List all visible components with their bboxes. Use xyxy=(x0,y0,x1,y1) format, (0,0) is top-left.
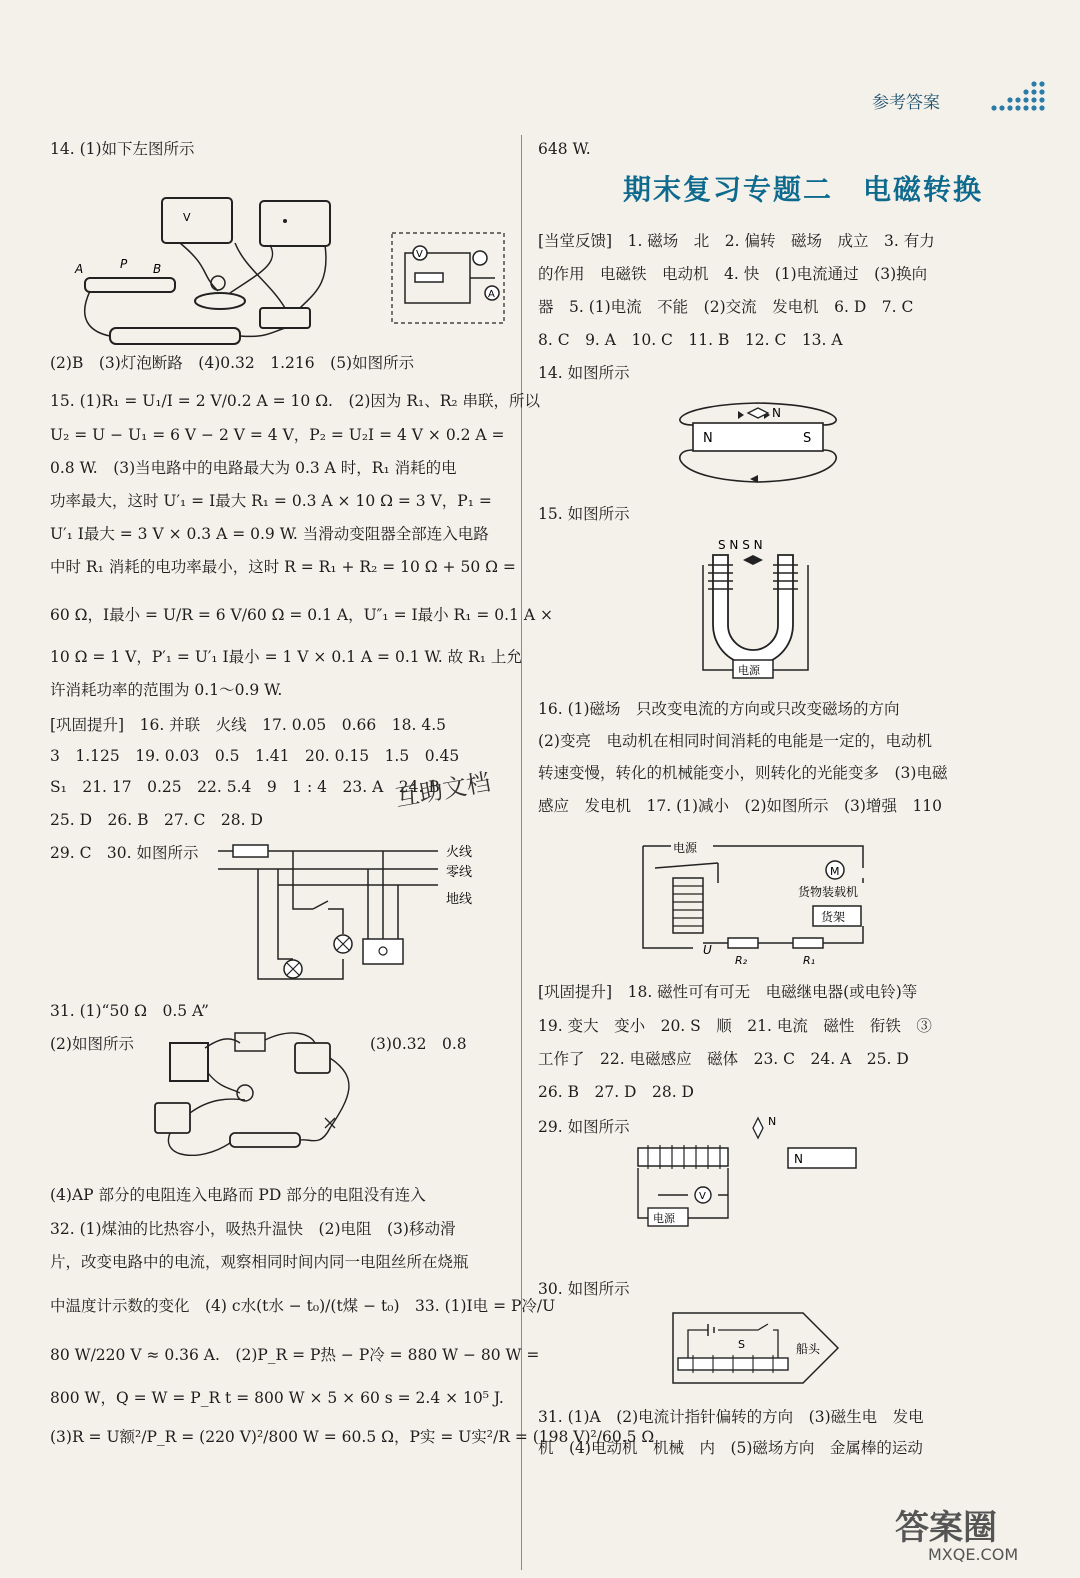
text-line: 60 Ω，I最小 = U/R = 6 V/60 Ω = 0.1 A，U″₁ = I最小 R₁ = 0.1 A × xyxy=(50,606,553,624)
watermark-logo: 答案圈 xyxy=(895,1508,997,1548)
text-line: 800 W，Q = W = P_R t = 800 W × 5 × 60 s = 2.4 × 10⁵ J. xyxy=(50,1389,504,1407)
figure-31-circuit xyxy=(150,1028,365,1168)
text-line: (2)变亮 电动机在相同时间消耗的电能是一定的，电动机 xyxy=(538,732,932,750)
bow-label: 船头 xyxy=(796,1342,821,1356)
power-29: 电源 xyxy=(653,1212,675,1225)
u-label: U xyxy=(703,943,712,957)
text-line: 29. C 30. 如图所示 xyxy=(50,844,199,862)
text-line: 片，改变电路中的电流，观察相同时间内同一电阻丝所在烧瓶 xyxy=(50,1253,469,1271)
stamp-text: 互助文档 xyxy=(393,767,493,813)
text-line: 感应 发电机 17. (1)减小 (2)如图所示 (3)增强 110 xyxy=(538,797,943,815)
needle-label-29: N xyxy=(768,1115,777,1128)
text-line: 15. (1)R₁ = U₁/I = 2 V/0.2 A = 10 Ω. (2)因为 R₁、R₂ 串联，所以 xyxy=(50,392,541,410)
text-line: [巩固提升] 16. 并联 火线 17. 0.05 0.66 18. 4.5 xyxy=(50,716,447,734)
text-line: 14. 如图所示 xyxy=(538,364,630,382)
text-line: [当堂反馈] 1. 磁场 北 2. 偏转 磁场 成立 3. 有力 xyxy=(538,232,935,250)
rheostat-a-label: A xyxy=(75,262,84,276)
figure-30-boat xyxy=(668,1308,843,1388)
figure-15-u-magnet xyxy=(693,535,823,680)
text-line: 648 W. xyxy=(538,140,591,158)
section-title: 期末复习专题二 电磁转换 xyxy=(623,173,984,206)
text-line: 15. 如图所示 xyxy=(538,505,630,523)
header-dots-icon xyxy=(988,80,1052,114)
text-line: 14. (1)如下左图所示 xyxy=(50,140,195,158)
text-line: 31. (1)A (2)电流计指针偏转的方向 (3)磁生电 发电 xyxy=(538,1408,924,1426)
ground-line-label: 地线 xyxy=(446,892,473,907)
text-line: 29. 如图所示 xyxy=(538,1118,630,1136)
text-line: 8. C 9. A 10. C 11. B 12. C 13. A xyxy=(538,331,843,349)
text-line: [巩固提升] 18. 磁性可有可无 电磁继电器(或电铃)等 xyxy=(538,983,918,1001)
text-line: 10 Ω = 1 V，P′₁ = U′₁ I最小 = 1 V × 0.1 A = 0.1 W. 故 R₁ 上允 xyxy=(50,648,522,666)
magnet-s-label: S xyxy=(803,431,812,446)
figure-30-home-circuit xyxy=(218,839,508,989)
magnet-n-29: N xyxy=(794,1152,803,1166)
loader-label: 货物装载机 xyxy=(798,885,859,899)
text-line: 0.8 W. (3)当电路中的电路最大为 0.3 A 时，R₁ 消耗的电 xyxy=(50,459,457,477)
text-line: (2)B (3)灯泡断路 (4)0.32 1.216 (5)如图所示 xyxy=(50,354,415,372)
text-line: 转速变慢，转化的机械能变小，则转化的光能变多 (3)电磁 xyxy=(538,764,948,782)
power-label: 电源 xyxy=(738,664,760,677)
switch-s-label: S xyxy=(738,1338,745,1351)
figure-14-circuit xyxy=(70,173,510,348)
text-line: 器 5. (1)电流 不能 (2)交流 发电机 6. D 7. C xyxy=(538,298,914,316)
text-line: 许消耗功率的范围为 0.1～0.9 W. xyxy=(50,681,283,699)
fire-line-label: 火线 xyxy=(446,845,473,860)
shelf-label: 货架 xyxy=(821,910,846,924)
text-line: 16. (1)磁场 只改变电流的方向或只改变磁场的方向 xyxy=(538,700,900,718)
text-line: 31. (1)“50 Ω 0.5 A” xyxy=(50,1002,209,1020)
r2-label: R₂ xyxy=(735,954,748,967)
text-line: 32. (1)煤油的比热容小，吸热升温快 (2)电阻 (3)移动滑 xyxy=(50,1220,456,1238)
text-line: (3)R = U额²/P_R = (220 V)²/800 W = 60.5 Ω，P实 = U实²/R = (198 V)²/60.5 Ω xyxy=(50,1428,655,1446)
magnet-n-label: N xyxy=(703,431,713,446)
text-line: 中时 R₁ 消耗的电功率最小，这时 R = R₁ + R₂ = 10 Ω + 50 Ω = xyxy=(50,558,516,576)
watermark-url: MXQE.COM xyxy=(928,1545,1019,1564)
zero-line-label: 零线 xyxy=(446,865,473,880)
text-line: 25. D 26. B 27. C 28. D xyxy=(50,811,263,829)
text-line: (2)如图所示 xyxy=(50,1035,134,1053)
text-line: 的作用 电磁铁 电动机 4. 快 (1)电流通过 (3)换向 xyxy=(538,265,928,283)
text-line: S₁ 21. 17 0.25 22. 5.4 9 1 : 4 23. A 24. B xyxy=(50,778,440,796)
schematic-v-label: V xyxy=(416,249,423,260)
schematic-a-label: A xyxy=(488,289,495,300)
motor-label: M xyxy=(830,865,840,878)
u-magnet-poles-label: S N S N xyxy=(718,538,763,552)
voltmeter-29: V xyxy=(699,1191,706,1202)
text-line: 30. 如图所示 xyxy=(538,1280,630,1298)
text-line: 工作了 22. 电磁感应 磁体 23. C 24. A 25. D xyxy=(538,1050,909,1068)
figure-14-magnet xyxy=(678,395,838,490)
header-tag: 参考答案 xyxy=(872,93,940,113)
needle-n-label: N xyxy=(772,406,781,420)
r1-label: R₁ xyxy=(803,954,816,967)
text-line: 80 W/220 V ≈ 0.36 A. (2)P_R = P热 − P冷 = 880 W − 80 W = xyxy=(50,1346,540,1364)
figure-17-relay xyxy=(633,838,883,968)
voltmeter-label: V xyxy=(183,211,191,224)
text-line: 3 1.125 19. 0.03 0.5 1.41 20. 0.15 1.5 0.45 xyxy=(50,747,460,765)
rheostat-p-label: P xyxy=(120,257,128,271)
text-line: 26. B 27. D 28. D xyxy=(538,1083,694,1101)
figure-29-solenoid xyxy=(628,1113,868,1233)
text-line: (4)AP 部分的电阻连入电路而 PD 部分的电阻没有连入 xyxy=(50,1186,426,1204)
text-line: 中温度计示数的变化 (4) c水(t水 − t₀)/(t煤 − t₀) 33. (1)I电 = P冷/U xyxy=(50,1297,556,1315)
rheostat-b-label: B xyxy=(153,262,162,276)
text-line: U′₁ I最大 = 3 V × 0.3 A = 0.9 W. 当滑动变阻器全部连入电路 xyxy=(50,525,489,543)
relay-power-label: 电源 xyxy=(673,841,698,855)
text-line: 功率最大，这时 U′₁ = I最大 R₁ = 0.3 A × 10 Ω = 3 V，P₁ = xyxy=(50,492,492,510)
text-line: U₂ = U − U₁ = 6 V − 2 V = 4 V，P₂ = U₂I = 4 V × 0.2 A = xyxy=(50,426,505,444)
text-line: 19. 变大 变小 20. S 顺 21. 电流 磁性 衔铁 ③ xyxy=(538,1017,932,1035)
text-line: 机 (4)电动机 机械 内 (5)磁场方向 金属棒的运动 xyxy=(538,1439,923,1457)
text-line: (3)0.32 0.8 xyxy=(370,1035,467,1053)
